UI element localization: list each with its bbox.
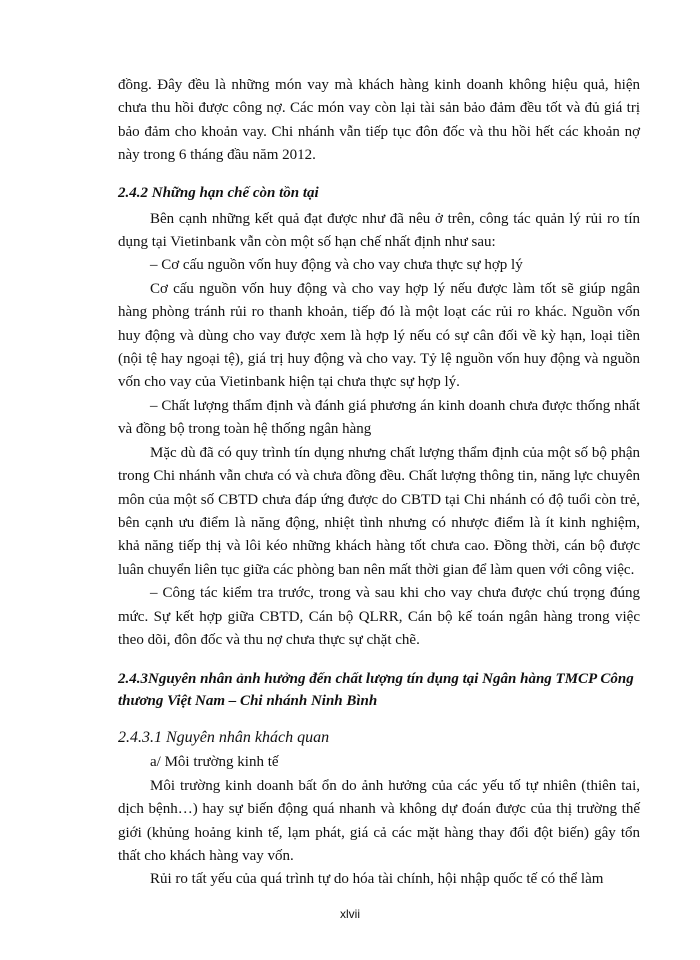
- page-content: [118, 74, 640, 892]
- paragraph-limitations-intro: Bên cạnh những kết quả đạt được như đã nêu ở trên, công tác quản lý rủi ro tín dụng tại Vietinbank vẫn còn một số hạn chế nhất định như sau:: [118, 210, 640, 251]
- section-heading-2-4-2: 2.4.2 Những hạn chế còn tồn tại: [118, 184, 319, 201]
- paragraph-economic-environment: Môi trường kinh doanh bất ổn do ảnh hưởng của các yếu tố tự nhiên (thiên tai, dịch bệnh…) hay sự biến động quá nhanh và không dự đoán được của thị trường thế giới (khủng hoảng kinh tế, lạm phát, giá cả các mặt hàng thay đổi đột biến) gây tổn thất cho khách hàng vay vốn.: [118, 777, 640, 864]
- paragraph-continuation: đồng. Đây đều là những món vay mà khách hàng kinh doanh không hiệu quả, hiện chưa thu hồi được công nợ. Các món vay còn lại tài sản bảo đảm đều tốt và đủ giá trị bảo đảm cho khoản vay. Chi nhánh vẫn tiếp tục đôn đốc và thu hồi hết các khoản nợ này trong 6 tháng đầu năm 2012.: [118, 77, 640, 164]
- paragraph-capital-structure: Cơ cấu nguồn vốn huy động và cho vay hợp lý nếu được làm tốt sẽ giúp ngân hàng phòng tránh rủi ro thanh khoản, tiếp đó là một loạt các rủi ro khác. Nguồn vốn huy động và dùng cho vay được xem là hợp lý nếu có sự cân đối về kỳ hạn, loại tiền (nội tệ hay ngoại tệ), giá trị huy động và cho vay. Tỷ lệ nguồn vốn huy động và nguồn vốn cho vay của Vietinbank hiện tại chưa thực sự hợp lý.: [118, 280, 640, 391]
- page-number: xlvii: [340, 907, 360, 921]
- bullet-appraisal-quality: – Chất lượng thẩm định và đánh giá phương án kinh doanh chưa được thống nhất và đồng bộ trong toàn hệ thống ngân hàng: [118, 397, 640, 438]
- subheading-economic-environment: a/ Môi trường kinh tế: [150, 754, 279, 771]
- section-heading-2-4-3: 2.4.3Nguyên nhân ảnh hưởng đến chất lượng tín dụng tại Ngân hàng TMCP Công thương Việt Nam – Chi nhánh Ninh Bình: [118, 671, 634, 710]
- bullet-loan-monitoring: – Công tác kiểm tra trước, trong và sau khi cho vay chưa được chú trọng đúng mức. Sự kết hợp giữa CBTD, Cán bộ QLRR, Cán bộ kế toán ngân hàng trong việc theo dõi, đôn đốc và thu nợ chưa thực sự chặt chẽ.: [118, 585, 640, 648]
- paragraph-appraisal-quality: Mặc dù đã có quy trình tín dụng nhưng chất lượng thẩm định của một số bộ phận trong Chi nhánh vẫn chưa có và chưa đồng đều. Chất lượng thông tin, năng lực chuyên môn của một số CBTD chưa đáp ứng được do CBTD tại Chi nhánh có độ tuổi còn trẻ, bên cạnh ưu điểm là năng động, nhiệt tình nhưng có nhược điểm là ít kinh nghiệm, khả năng tiếp thị và lôi kéo những khách hàng tốt chưa cao. Đồng thời, cán bộ được luân chuyển liên tục giữa các phòng ban nên mất thời gian để làm quen với công việc.: [118, 444, 641, 578]
- subsection-heading-2-4-3-1: 2.4.3.1 Nguyên nhân khách quan: [118, 729, 330, 747]
- bullet-capital-structure: – Cơ cấu nguồn vốn huy động và cho vay chưa thực sự hợp lý: [150, 257, 523, 274]
- paragraph-financial-liberalization: Rủi ro tất yếu của quá trình tự do hóa tài chính, hội nhập quốc tế có thể làm: [150, 871, 604, 888]
